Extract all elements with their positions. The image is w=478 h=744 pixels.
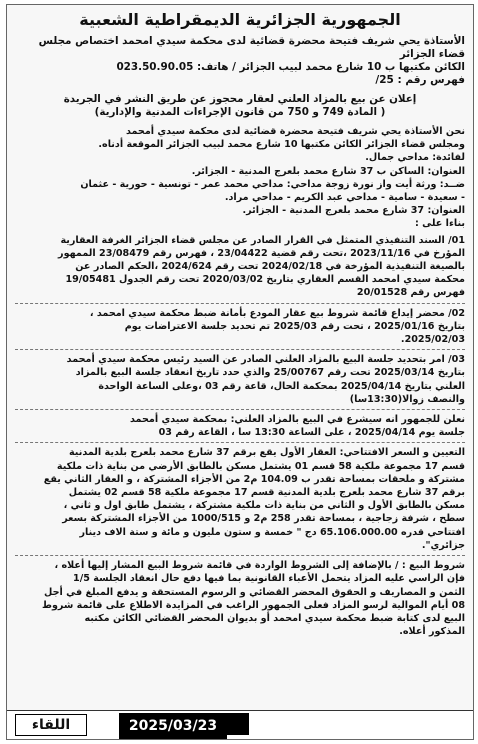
section-02 <box>15 307 465 347</box>
body-line: 2025/02/03. <box>400 334 465 346</box>
announcement-line-2: ( المادة 749 و 750 من قانون الإجراءات المدنية والإدارية) <box>94 106 386 118</box>
newspaper-name: اللقاء <box>15 714 87 736</box>
page-title: الجمهورية الجزائرية الديمقراطية الشعبية <box>79 10 401 29</box>
body-line: العلني بتاريخ 2025/04/14 بمحكمة الحال، قاعة رقم 03 ،وعلى الساعة الواحدة <box>98 380 465 392</box>
body-line: نحن الأستاذة يحي شريف فتيحة محضرة قضائية لدى محكمة سيدي أمحمد <box>125 126 465 137</box>
publication-date: 2025/03/23 <box>119 713 227 739</box>
index-number: فهرس رقم : 25/ <box>375 74 465 86</box>
parties-section <box>15 125 465 231</box>
body-line: فهرس رقم 20/01528 <box>356 287 465 299</box>
body-line: العنوان: الساكن ب 37 شارع محمد بلعرج المدنية - الجزائر. <box>191 165 465 177</box>
body-line: جلسة يوم 2025/04/14 ، على الساعة 13:30 سا ، القاعة رقم 03 <box>158 427 465 439</box>
body-line: برقم 37 شارع محمد بلعرج بلدية المدنية قسم 17 مجموعة ملكية 58 قسم 02 يشتمل <box>68 487 465 499</box>
publication-footer <box>7 710 473 739</box>
legal-notice-page <box>6 4 474 740</box>
section-01 <box>15 234 465 300</box>
document-body <box>7 5 473 638</box>
body-line: 03/ امر بتحديد جلسة البيع بالمزاد العلني الصادر عن السيد رئيس محكمة سيدي أمحمد <box>66 354 465 366</box>
body-line: المؤرخ في 2023/11/16 ،تحت رقم قضية 23/04422 ، فهرس رقم 23/08479 الممهور <box>58 247 465 259</box>
body-line: بتاريخ 2025/03/14 تحت رقم 25/00767 والذي حدد تاريخ انعقاد جلسة البيع بالمزاد <box>75 367 465 379</box>
body-line: بالصيغة التنفيذية المؤرخة في 2024/02/18 تحت رقم 2024/624 ،الحكم الصادر عن <box>75 261 465 273</box>
announcement-heading <box>15 93 465 119</box>
bailiff-header <box>15 35 465 87</box>
body-line: سطح ، شرفة زجاجية ، بمساحة تقدر 258 م2 و 1000/515 من الأجزاء المشتركة بسعر <box>62 513 465 525</box>
divider <box>15 442 465 443</box>
body-line: 02/ محضر إيداع قائمة شروط بيع عقار المودع بأمانة ضبط محكمة سيدي امحمد ، <box>89 307 465 319</box>
body-line: ومجلس قضاء الجزائر الكائن مكتبها 10 شارع محمد لبيب الجزائر الموقعة أدناه. <box>98 139 465 151</box>
body-line: نعلن للجمهور انه سيشرع في البيع بالمزاد العلني: بمحكمة سيدي أمحمد <box>130 414 465 426</box>
body-line: العنوان: 37 شارع محمد بلعرج المدنية - الجزائر. <box>242 205 465 217</box>
body-line: لفائدة: مداحي جمال. <box>365 152 465 164</box>
body-line: الثمن و المصاريف و الحقوق المحضر القضائي و الرسوم المستحقة و يدفع المبلغ في أجل <box>44 586 465 598</box>
body-line: جزائري". <box>421 539 465 551</box>
auction-notice <box>15 413 465 439</box>
body-line: شروط البيع : / بالإضافة إلى الشروط الواردة في قائمة شروط البيع المشار إليها أعلاه ، <box>54 560 465 572</box>
property-description <box>15 446 465 552</box>
date-banner-tab <box>223 713 249 735</box>
body-line: 08 أيام الموالية لرسو المزاد فعلى الجمهور الراغب في المزايدة الاطلاع على قائمة شروط <box>42 599 465 611</box>
sale-conditions <box>15 559 465 638</box>
divider <box>15 303 465 304</box>
body-line: 01/ السند التنفيذي المتمثل في القرار الصادر عن مجلس قضاء الجزائر الغرفة العقارية <box>60 234 465 246</box>
divider <box>15 555 465 556</box>
body-line: بتاريخ 2025/01/16 ، تحت رقم 2025/03 تم تحديد جلسة الاعتراضات يوم <box>124 320 465 332</box>
body-line: افتتاحي قدره 65.106.000.00 دج " خمسة و ستون مليون و مائة و ستة الاف دينار <box>79 526 465 538</box>
divider <box>15 409 465 410</box>
body-line: - سعيدة - سامية - مداحي عبد الكريم - مداحي مراد. <box>224 192 465 204</box>
divider <box>15 349 465 350</box>
section-03 <box>15 353 465 406</box>
body-line: فإن الراسي عليه المزاد يتحمل الأعباء القانونية بما فيها دفع حال انعقاد الجلسة 1/5 <box>73 573 465 585</box>
body-line: مسكن بالطابق الأول و الثاني من بناية ذات ملكية مشتركة ، يشتمل طابق اول و ثاني ، <box>63 500 465 512</box>
body-line: محكمة سيدي امحمد القسم العقاري بتاريخ 2020/03/02 تحت رقم الجدول 19/05481 <box>65 274 465 286</box>
header-line-2: قضاء الجزائر <box>399 48 465 60</box>
body-line: والنصف زوالا(13:30سا) <box>349 393 465 405</box>
body-line: بناءا على : <box>414 218 465 230</box>
body-line: ضــد: ورثة أيت واز نورة زوجة مداحي: مداحي محمد عمر - تونسية - حورية - عثمان <box>80 178 465 190</box>
announcement-line-1: إعلان عن بيع بالمزاد العلني لعقار محجوز عن طريق النشر في الجريدة <box>63 93 417 105</box>
header-line-3: الكائن مكتبها ب 10 شارع محمد لبيب الجزائر / هاتف: 023.50.90.05 <box>116 61 465 73</box>
body-line: قسم 17 مجموعة ملكية 58 قسم 01 يشتمل مسكن بالطابق الأرضي من بناية ذات ملكية <box>56 460 465 472</box>
header-line-1: الأستاذة يحي شريف فتيحة محضرة قضائية لدى محكمة سيدي امحمد اختصاص مجلس <box>38 35 465 47</box>
body-line: البيع لدى كتابة ضبط محكمة سيدي امحمد أو بديوان المحضر القضائي الكائن مكتبه <box>84 612 465 624</box>
body-line: مشتركة و ملحقات بمساحة تقدر ب 104.09 م2 من الأجزاء المشتركة ، و العقار الثاني يقع <box>43 473 465 485</box>
body-line: المذكور أعلاه. <box>399 626 465 638</box>
body-line: التعيين و السعر الافتتاحي: العقار الأول يقع برقم 37 شارع محمد بلعرج بلدية المدنية <box>68 447 465 459</box>
